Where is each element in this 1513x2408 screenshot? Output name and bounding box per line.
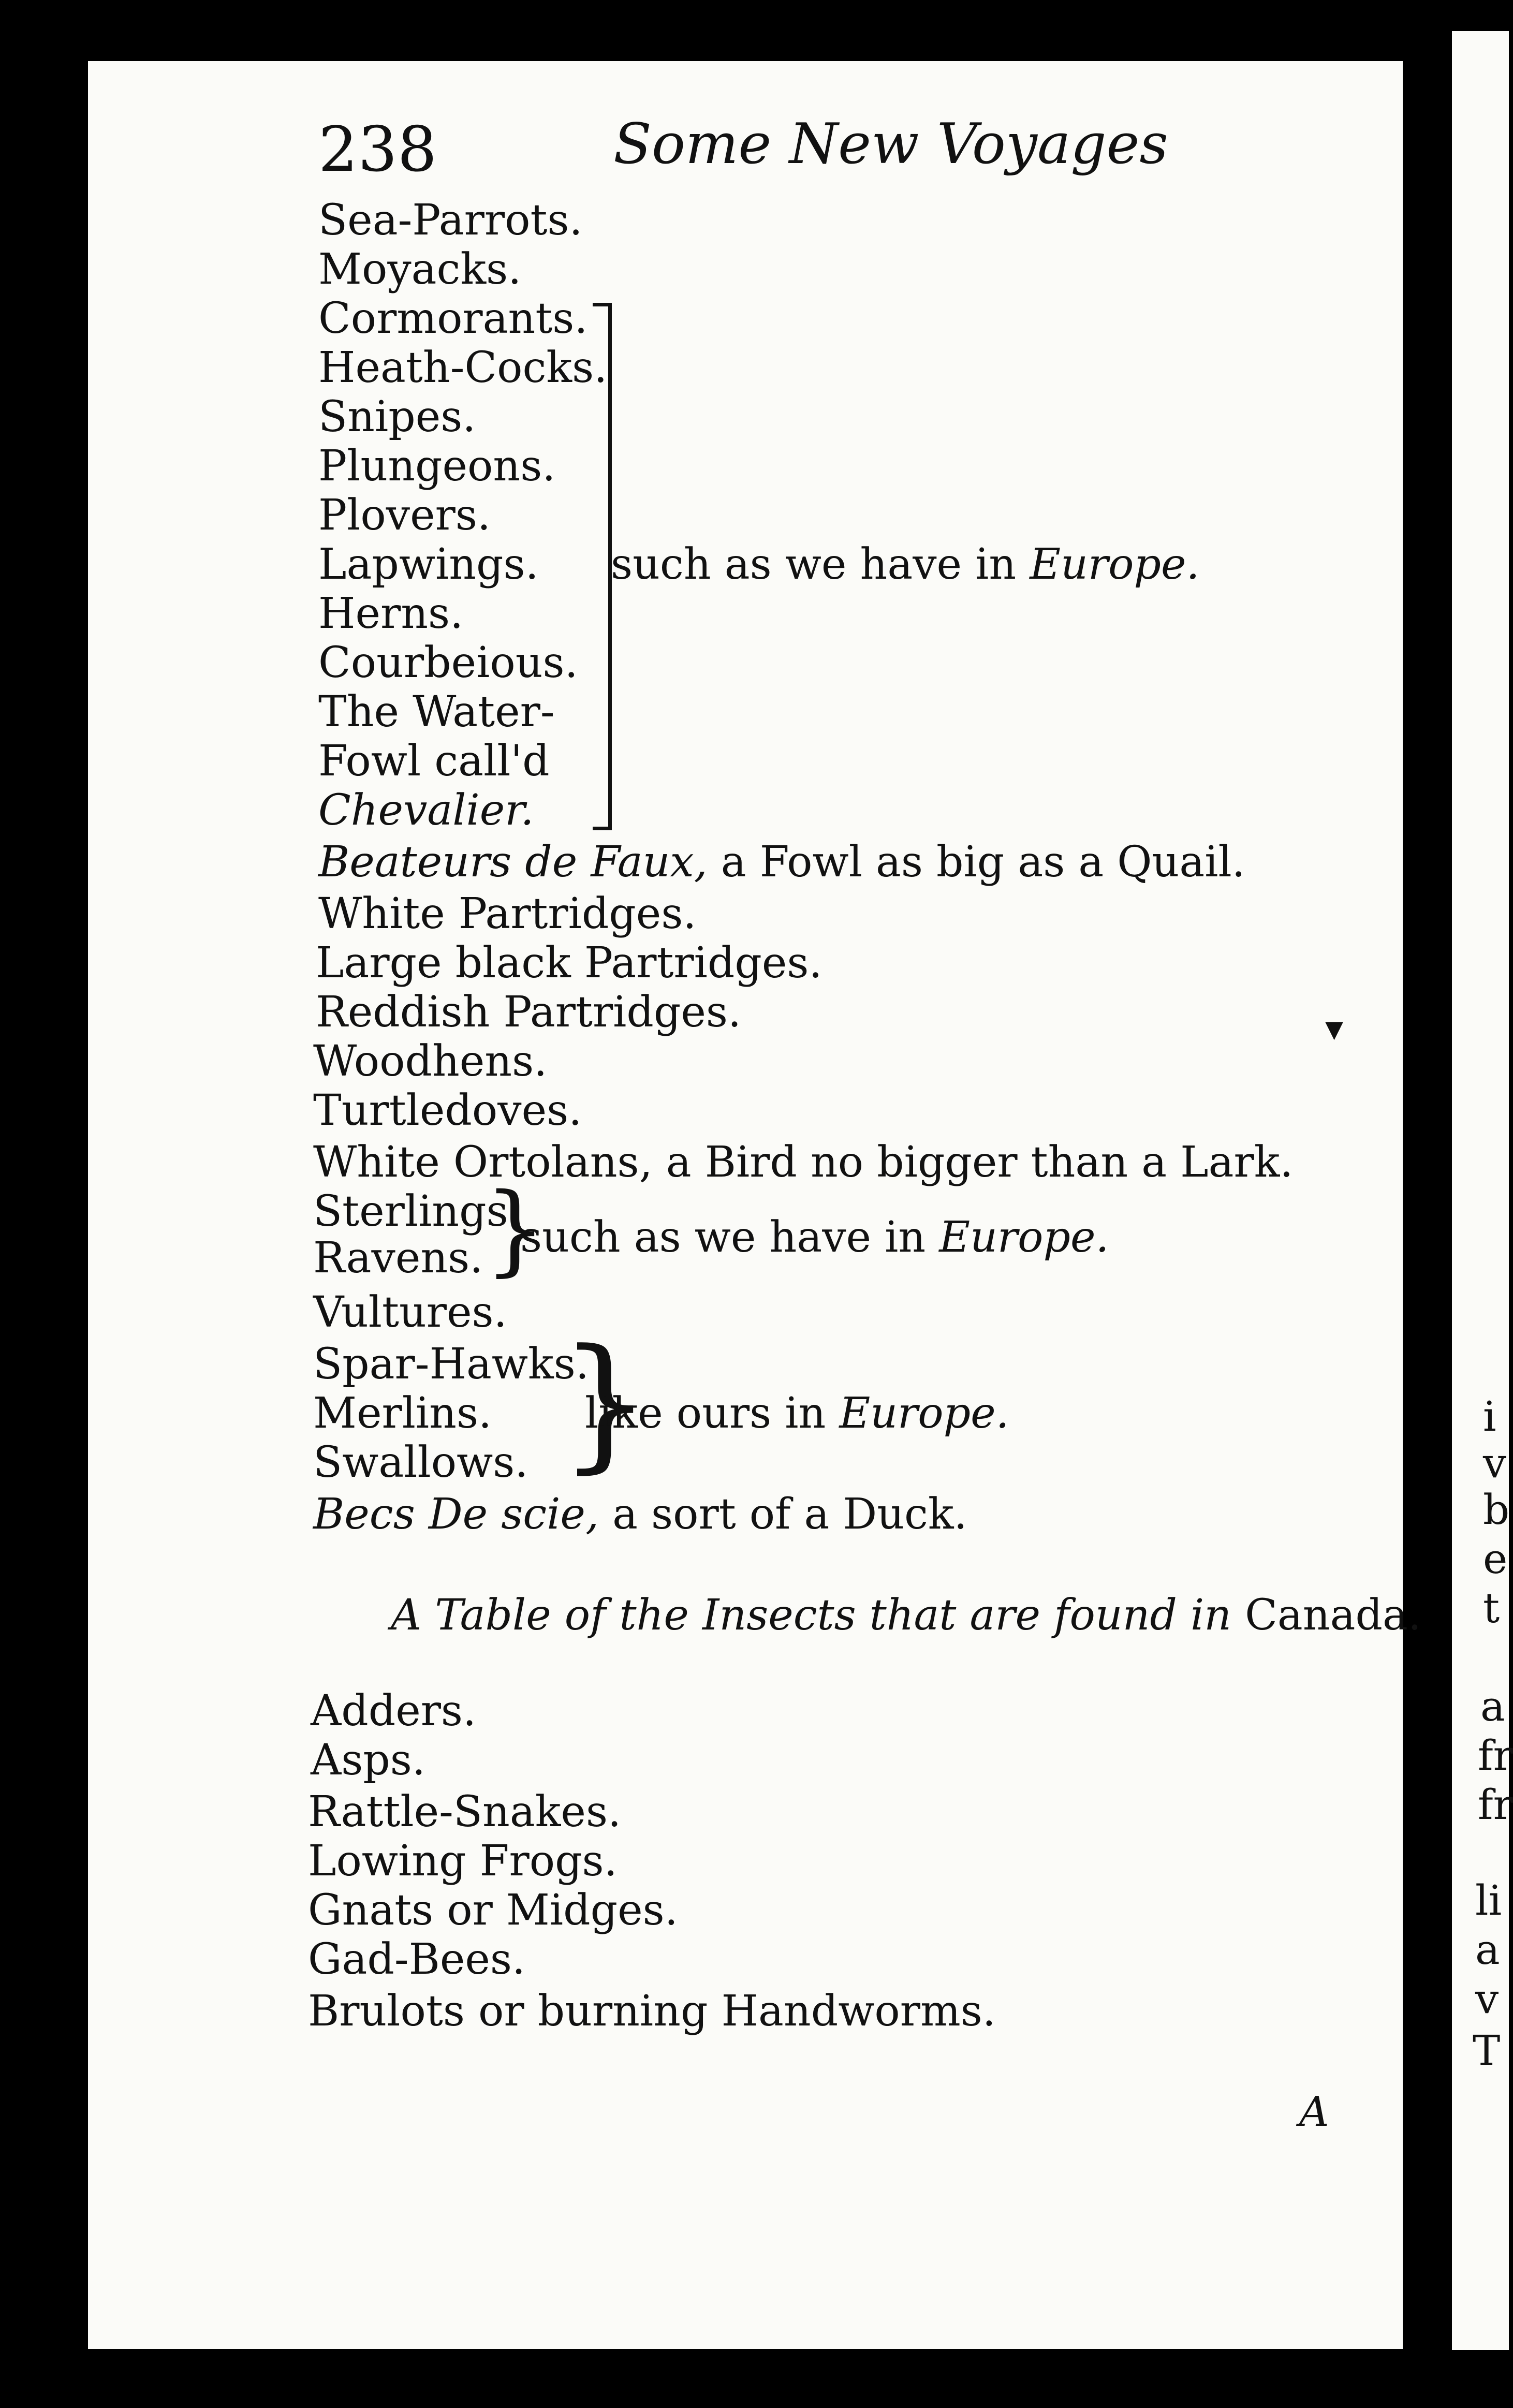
list-item xyxy=(318,838,1245,887)
heading-italic: A Table of the Insects that are found in xyxy=(391,1591,1245,1640)
list-item: Courbeious. xyxy=(318,638,578,687)
list-item: Heath-Cocks. xyxy=(318,343,608,392)
facing-page-char: fr xyxy=(1478,1731,1513,1780)
list-item: Ravens. xyxy=(313,1234,483,1283)
curly-brace: } xyxy=(484,1172,547,1286)
list-item: Brulots or burning Handworms. xyxy=(308,1987,996,2036)
bracket-note xyxy=(585,1389,1009,1438)
page-number: 238 xyxy=(318,114,437,186)
facing-page-char: fr xyxy=(1478,1781,1513,1829)
facing-page-char: v xyxy=(1475,1975,1499,2023)
bird-desc: a Fowl as big as a Quail. xyxy=(707,838,1245,887)
list-item: Lowing Frogs. xyxy=(308,1837,618,1886)
bracket-note-prefix: like ours in xyxy=(585,1389,840,1438)
list-item: Merlins. xyxy=(313,1389,492,1438)
section-heading xyxy=(391,1591,1421,1640)
list-item: Asps. xyxy=(311,1736,425,1785)
list-item: Fowl call'd xyxy=(318,737,550,786)
bracket-note-place: Europe. xyxy=(939,1213,1109,1262)
list-item: Adders. xyxy=(311,1686,477,1736)
facing-page-char: i xyxy=(1483,1392,1496,1441)
bracket xyxy=(593,303,612,830)
bracket-note-prefix: such as we have in xyxy=(520,1213,939,1262)
list-item: Plungeons. xyxy=(318,442,556,491)
list-item: Snipes. xyxy=(318,392,476,442)
list-item: The Water- xyxy=(318,687,555,737)
facing-page-char: v xyxy=(1483,1439,1507,1487)
bracket-note xyxy=(520,1213,1109,1262)
list-item: Turtledoves. xyxy=(313,1086,582,1135)
list-item: White Partridges. xyxy=(318,889,697,938)
list-item: Vultures. xyxy=(313,1288,507,1337)
list-item: Woodhens. xyxy=(313,1037,548,1086)
list-item: Gnats or Midges. xyxy=(308,1886,678,1935)
catchword: A xyxy=(1299,2088,1329,2136)
list-item: Chevalier. xyxy=(318,786,534,835)
list-item: Moyacks. xyxy=(318,245,522,294)
list-item: Lapwings. xyxy=(318,540,539,589)
bird-desc: a sort of a Duck. xyxy=(599,1490,967,1539)
list-item: Herns. xyxy=(318,589,464,638)
heading-place: Canada. xyxy=(1245,1591,1421,1640)
facing-page-char: li xyxy=(1475,1876,1502,1925)
facing-page-char: b xyxy=(1483,1486,1510,1534)
bracket-note-place: Europe. xyxy=(1030,540,1200,589)
list-item: Sea-Parrots. xyxy=(318,196,583,245)
list-item: Plovers. xyxy=(318,491,491,540)
curly-brace: } xyxy=(559,1318,652,1487)
facing-page-char: a xyxy=(1480,1682,1505,1730)
list-item: Large black Partridges. xyxy=(316,938,822,988)
list-item: Spar-Hawks. xyxy=(313,1340,589,1389)
ink-mark: ▾ xyxy=(1325,1007,1344,1049)
list-item xyxy=(313,1490,967,1539)
list-item: Gad-Bees. xyxy=(308,1935,526,1984)
list-item: Reddish Partridges. xyxy=(316,988,742,1037)
list-item: Cormorants. xyxy=(318,294,588,343)
facing-page-char: t xyxy=(1483,1584,1500,1632)
list-item: Rattle-Snakes. xyxy=(308,1787,622,1837)
bracket-note-prefix: such as we have in xyxy=(611,540,1030,589)
running-title: Some New Voyages xyxy=(613,112,1168,177)
gutter xyxy=(1418,21,1444,2381)
bird-name: Becs De scie, xyxy=(313,1490,599,1539)
list-item: Sterlings. xyxy=(313,1187,522,1236)
facing-page-char: T xyxy=(1473,2027,1501,2075)
facing-page-char: e xyxy=(1483,1535,1508,1583)
facing-page-char: a xyxy=(1475,1926,1500,1974)
list-item: Swallows. xyxy=(313,1438,528,1487)
bracket-note-place: Europe. xyxy=(839,1389,1009,1438)
bird-name: Beateurs de Faux, xyxy=(318,838,708,887)
list-item: White Ortolans, a Bird no bigger than a Lark. xyxy=(313,1138,1294,1187)
bracket-note xyxy=(611,540,1200,589)
